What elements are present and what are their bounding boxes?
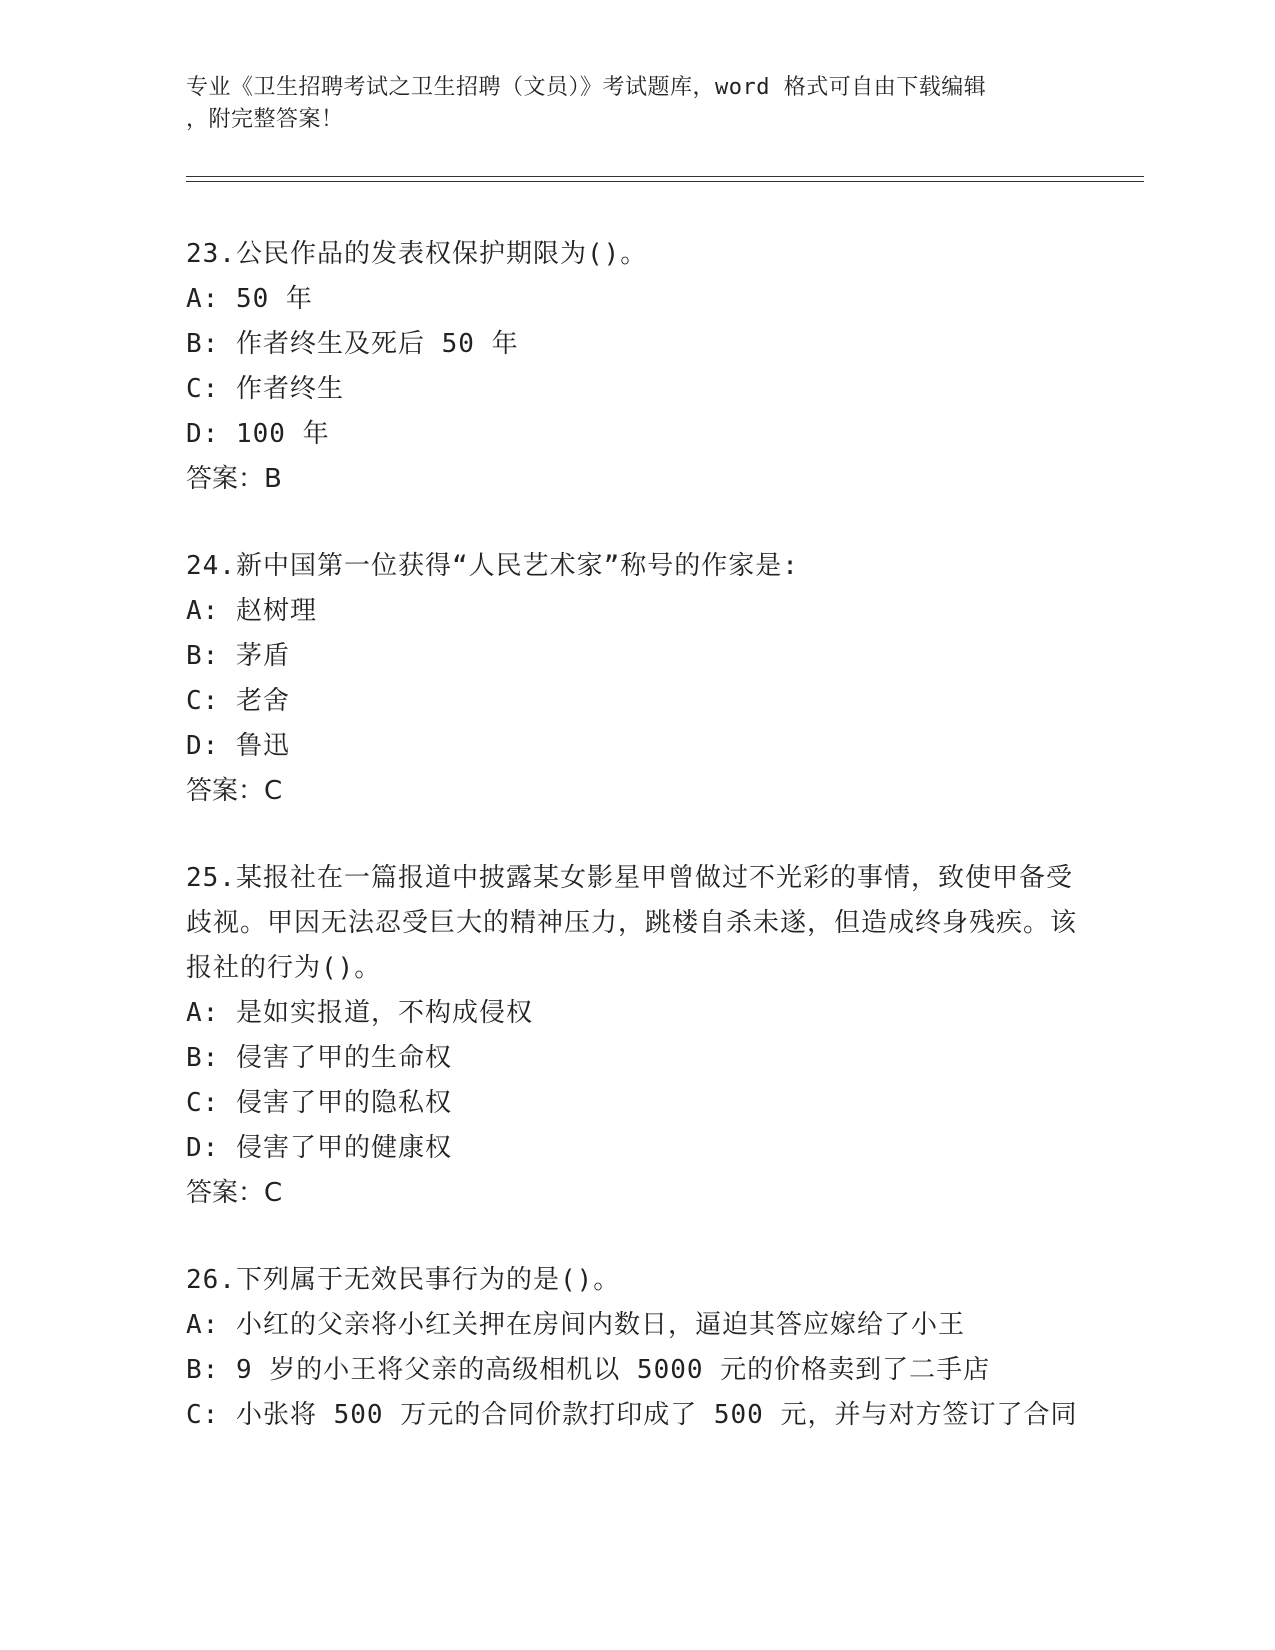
document-header [186, 72, 1066, 136]
option-d: D: 100 年 [186, 419, 330, 449]
option-b: B: 茅盾 [186, 641, 290, 671]
option-c: C: 侵害了甲的隐私权 [186, 1088, 452, 1118]
answer-line: 答案：B [186, 464, 282, 494]
option-c: C: 小张将 500 万元的合同价款打印成了 500 元，并与对方签订了合同 [186, 1400, 1078, 1430]
question-stem: 24.新中国第一位获得“人民艺术家”称号的作家是: [186, 551, 799, 581]
question-stem: 26.下列属于无效民事行为的是()。 [186, 1265, 621, 1295]
question-24 [186, 544, 1086, 814]
option-a: A: 小红的父亲将小红关押在房间内数日，逼迫其答应嫁给了小王 [186, 1310, 965, 1340]
question-26 [186, 1258, 1086, 1438]
option-c: C: 老舍 [186, 686, 290, 716]
header-line-1: 专业《卫生招聘考试之卫生招聘（文员）》考试题库，word 格式可自由下载编辑 [186, 75, 987, 100]
question-list [186, 232, 1086, 1480]
option-d: D: 侵害了甲的健康权 [186, 1133, 452, 1163]
header-divider-bottom [186, 181, 1144, 182]
option-b: B: 9 岁的小王将父亲的高级相机以 5000 元的价格卖到了二手店 [186, 1355, 991, 1385]
option-b: B: 侵害了甲的生命权 [186, 1043, 452, 1073]
answer-line: 答案：C [186, 1178, 283, 1208]
header-divider-top [186, 176, 1144, 177]
question-23 [186, 232, 1086, 502]
question-25 [186, 856, 1086, 1216]
answer-line: 答案：C [186, 776, 283, 806]
option-d: D: 鲁迅 [186, 731, 290, 761]
option-a: A: 是如实报道，不构成侵权 [186, 998, 533, 1028]
option-a: A: 赵树理 [186, 596, 317, 626]
question-stem: 23.公民作品的发表权保护期限为()。 [186, 239, 648, 269]
header-line-2: ，附完整答案！ [186, 107, 344, 132]
option-c: C: 作者终生 [186, 374, 344, 404]
option-b: B: 作者终生及死后 50 年 [186, 329, 519, 359]
question-stem: 25.某报社在一篇报道中披露某女影星甲曾做过不光彩的事情，致使甲备受歧视。甲因无法忍受巨大的精神压力，跳楼自杀未遂，但造成终身残疾。该报社的行为()。 [186, 863, 1078, 983]
option-a: A: 50 年 [186, 284, 313, 314]
